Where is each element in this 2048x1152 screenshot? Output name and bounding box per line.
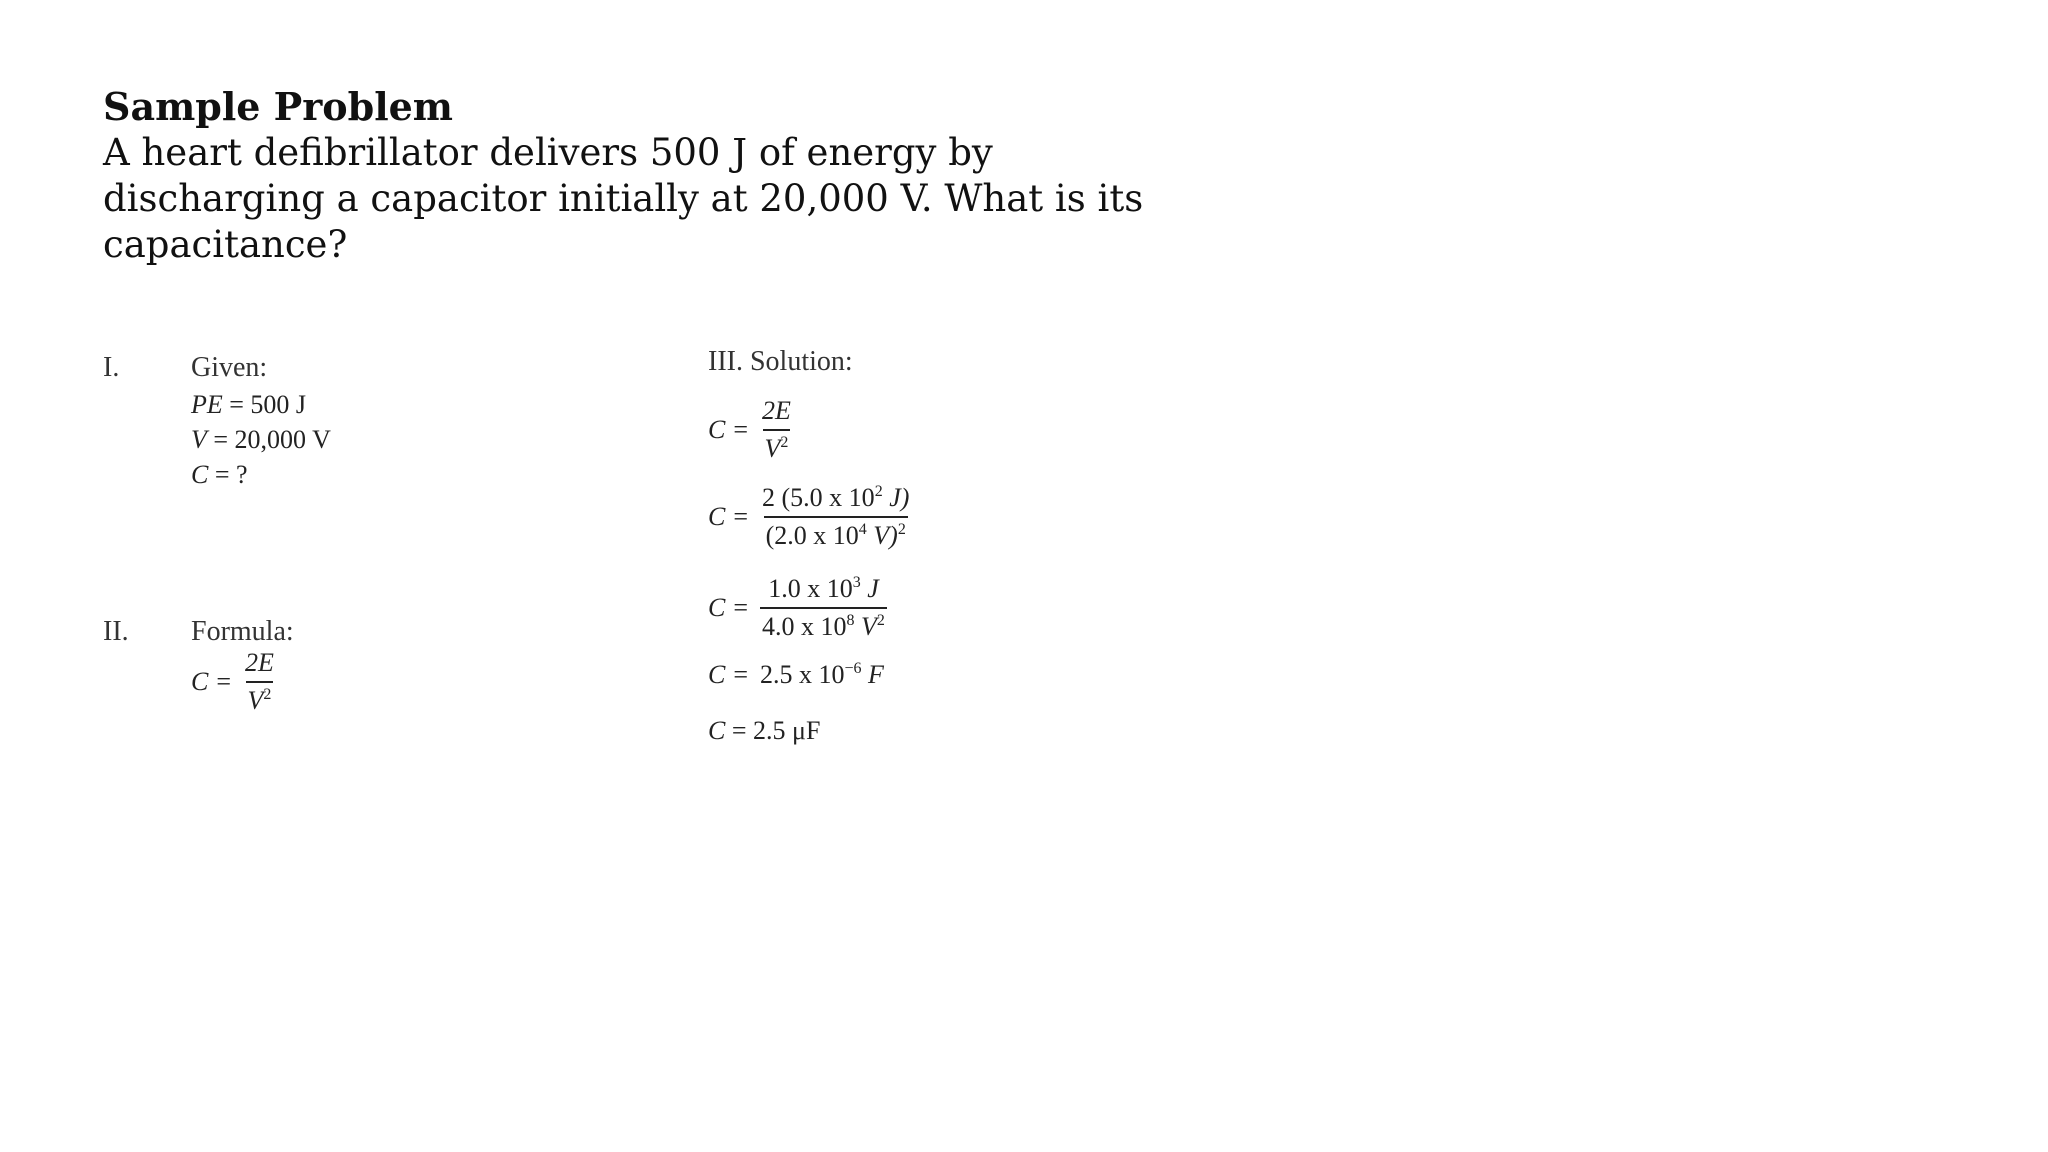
given-pe-value: = 500 J [229,390,307,419]
step1-equals: = [733,415,749,444]
given-v-value: = 20,000 V [213,425,331,454]
solution-step-3 [708,574,887,642]
formula-lhs: C [191,667,209,696]
solution-step-2 [708,483,911,551]
formula-heading: Formula: [191,616,294,647]
step4-lhs: C [708,660,726,689]
step1-fraction [760,396,793,464]
given-c-value: = ? [214,460,248,489]
solution-step-5 [708,716,820,746]
step3-fraction [760,574,887,642]
solution-step-4 [708,660,884,690]
step5-lhs: C [708,716,726,745]
step2-denominator: (2.0 x $10^4$ V)$^2$ [764,516,908,551]
step3-equals: = [733,593,749,622]
given-c-label: C [191,460,209,489]
given-pe [191,390,306,420]
given-v-label: V [191,425,207,454]
formula-numerator: 2E [245,648,274,677]
given-heading: Given: [191,352,268,383]
formula-equation [191,648,276,716]
formula-numeral: II. [103,616,129,647]
formula-fraction [243,648,276,716]
step2-lhs: C [708,502,726,531]
given-v [191,425,331,455]
given-numeral: I. [103,352,120,383]
step1-numerator: 2E [762,396,791,425]
step2-fraction [760,483,911,551]
step2-numerator: 2 (5.0 x $10^2$ J) [762,483,910,512]
formula-equals: = [216,667,232,696]
given-pe-label: PE [191,390,223,419]
step1-lhs: C [708,415,726,444]
step3-denominator: 4.0 x $10^8$ $V^2$ [760,607,887,642]
problem-statement: A heart defibrillator delivers 500 J of energy by discharging a capacitor initially at 20,000 V. What is its capacitance? [103,131,1144,266]
step3-lhs: C [708,593,726,622]
step4-equals: = [733,660,749,689]
solution-heading: III. Solution: [708,346,853,377]
step1-denominator: $V^2$ [763,429,791,464]
slide-title: Sample Problem [103,84,454,129]
solution-step-1 [708,396,793,464]
given-c [191,460,248,490]
step2-equals: = [733,502,749,531]
step3-numerator: 1.0 x $10^3$ J [768,574,879,603]
formula-denominator: $V^2$ [246,681,274,716]
step4-value: 2.5 x $10^{-6}$ F [760,660,884,689]
step5-value: = 2.5 μF [731,716,821,745]
